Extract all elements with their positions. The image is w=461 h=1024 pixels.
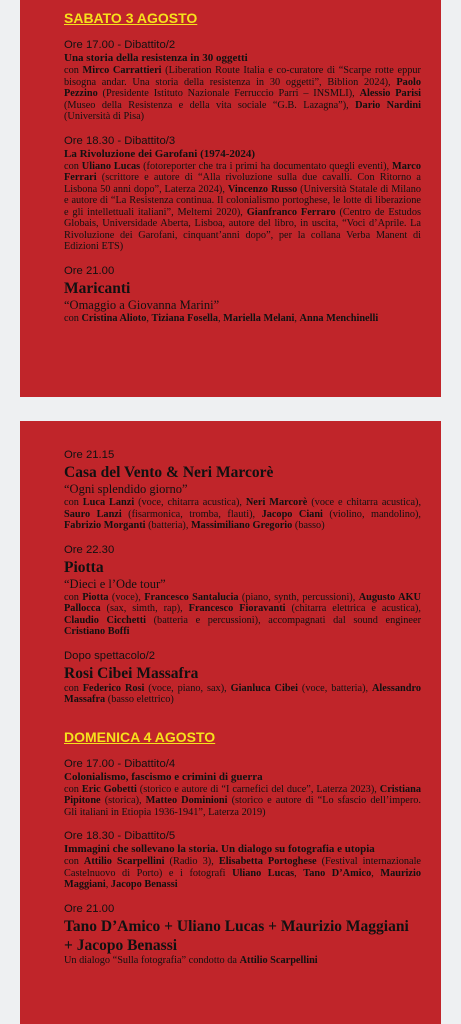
- event-description: [64, 592, 421, 638]
- participant-name: Elisabetta Portoghese: [218, 856, 317, 867]
- event-title: Casa del Vento & Neri Marcorè: [64, 464, 274, 481]
- event-item: [64, 264, 421, 325]
- participant-name: Neri Marcorè: [245, 497, 308, 508]
- event-description: [64, 497, 421, 532]
- day-heading: SABATO 3 AGOSTO: [64, 10, 198, 26]
- participant-name: Francesco Santalucia: [144, 591, 239, 603]
- participant-name: Marco Ferrari: [64, 160, 421, 183]
- participant-name: Augusto AKU Pallocca: [64, 591, 421, 614]
- description-text: con: [64, 160, 82, 172]
- description-text: (storica),: [100, 795, 146, 806]
- event-time: Ore 17.00 - Dibattito/2: [64, 39, 176, 51]
- participant-name: Cristiana Pipitone: [64, 783, 421, 806]
- description-text: (Museo della Resistenza e della vita sociale “G.B. Lazagna”),: [64, 99, 356, 111]
- event-item: [64, 757, 421, 819]
- participant-name: Paolo Pezzino: [64, 76, 421, 99]
- event-subtitle: “Ogni splendido giorno”: [64, 482, 188, 496]
- participant-name: Mariella Melani: [223, 312, 295, 324]
- participant-name: Luca Lanzi: [82, 497, 135, 508]
- event-description: [64, 161, 421, 253]
- description-text: ,: [294, 867, 304, 879]
- event-time: Ore 18.30 - Dibattito/3: [64, 134, 176, 147]
- event-item: [64, 902, 421, 967]
- event-title: Piotta: [64, 558, 104, 576]
- event-time: Ore 17.00 - Dibattito/4: [64, 757, 176, 770]
- event-subtitle: “Dieci e l’Ode tour”: [64, 576, 166, 591]
- description-text: ,: [371, 867, 381, 879]
- description-text: con: [64, 856, 84, 867]
- description-text: (fotoreporter che tra i primi ha documentato quegli eventi),: [140, 160, 393, 172]
- participant-name: Piotta: [82, 591, 109, 603]
- event-subtitle: “Omaggio a Giovanna Marini”: [64, 297, 220, 312]
- description-text: con: [64, 783, 82, 795]
- participant-name: Sauro Lanzi: [64, 508, 122, 520]
- description-text: (fisarmonica, tromba, flauti),: [121, 508, 262, 520]
- program-card-saturday: [20, 0, 441, 397]
- event-time: Ore 22.30: [64, 543, 115, 556]
- participant-name: Vincenzo Russo: [227, 183, 298, 195]
- participant-name: Fabrizio Morganti: [64, 520, 146, 531]
- description-text: ,: [105, 879, 111, 890]
- event-time: Dopo spettacolo/2: [64, 649, 156, 662]
- event-description: [64, 784, 421, 819]
- description-text: (voce),: [108, 591, 145, 603]
- description-text: (voce, piano, sax),: [144, 682, 231, 694]
- participant-name: Jacopo Benassi: [110, 879, 178, 890]
- description-text: (Presidente Istituto Nazionale Ferruccio Parri – INSMLI),: [97, 88, 360, 99]
- event-item: [64, 649, 421, 706]
- description-text: con: [64, 497, 83, 508]
- participant-name: Matteo Dominioni: [145, 795, 228, 806]
- participant-name: Cristina Alioto: [81, 312, 147, 324]
- event-item: [64, 134, 421, 253]
- participant-name: Mirco Carrattieri: [82, 65, 162, 76]
- description-text: ,: [218, 312, 224, 324]
- description-text: Un dialogo “Sulla fotografia” condotto da: [64, 954, 240, 966]
- event-description: [64, 65, 421, 123]
- event-title: Colonialismo, fascismo e crimini di guerra: [64, 770, 263, 783]
- event-title: Una storia della resistenza in 30 oggetti: [64, 52, 248, 64]
- participant-name: Eric Gobetti: [81, 783, 137, 795]
- participant-name: Tiziana Fosella: [151, 312, 219, 324]
- participant-name: Claudio Cicchetti: [64, 614, 146, 626]
- participant-name: Tano D’Amico: [303, 867, 372, 879]
- description-text: (piano, synth, percussioni),: [238, 591, 359, 603]
- event-description: [64, 683, 421, 706]
- description-text: (voce e chitarra acustica),: [307, 497, 422, 508]
- description-text: con: [64, 682, 83, 694]
- participant-name: Francesco Fioravanti: [188, 603, 286, 614]
- participant-name: Alessandro Massafra: [64, 682, 422, 705]
- description-text: (storico e autore di “Lo sfascio dell’impero. Gli italiani in Etiopia 1936-1941”, Laterza 2019): [64, 795, 422, 818]
- event-description: [64, 856, 421, 891]
- event-item: [64, 829, 421, 891]
- description-text: ,: [294, 312, 300, 324]
- description-text: (scrittore e autore di “Alla rivoluzione sulla due cavalli. Con Ritorno a Lisbona 50 anni dopo”, Laterza 2024),: [64, 172, 421, 195]
- description-text: (Radio 3),: [164, 856, 219, 867]
- event-item: [64, 448, 421, 532]
- description-text: (batteria e percussioni), accompagnati dal sound engineer: [146, 614, 422, 626]
- event-time: Ore 21.15: [64, 449, 115, 461]
- description-text: con: [64, 591, 83, 603]
- description-text: (Festival internazionale Castelnuovo di Porto) e i fotografi: [64, 856, 421, 879]
- event-description: [64, 955, 421, 967]
- participant-name: Cristiano Boffi: [64, 626, 130, 637]
- participant-name: Gianfranco Ferraro: [246, 206, 336, 218]
- description-text: (Università Statale di Milano e autore di “La Resistenza continua. Il colonialismo portoghese, le lotte di liberazione e gli intellettuali italiani”, Meltemi 2020),: [64, 183, 421, 218]
- participant-name: Massimiliano Gregorio: [190, 520, 293, 531]
- participant-name: Dario Nardini: [355, 99, 421, 111]
- participant-name: Federico Rosi: [82, 682, 145, 694]
- event-list: [64, 38, 421, 324]
- participant-name: Maurizio Maggiani: [64, 867, 421, 890]
- description-text: (batteria),: [145, 520, 191, 531]
- event-time: Ore 21.00: [64, 902, 115, 915]
- description-text: (violino, mandolino),: [322, 508, 422, 520]
- event-list: [64, 757, 421, 967]
- event-time: Ore 18.30 - Dibattito/5: [64, 830, 176, 842]
- participant-name: Gianluca Cibei: [230, 682, 298, 694]
- description-text: (storico e autore di “I carnefici del duce”, Laterza 2023),: [136, 783, 380, 795]
- event-title: Maricanti: [64, 279, 131, 297]
- event-time: Ore 21.00: [64, 264, 115, 277]
- description-text: con: [64, 312, 82, 324]
- description-text: ,: [146, 312, 152, 324]
- participant-name: Uliano Lucas: [232, 867, 295, 879]
- description-text: (basso elettrico): [105, 694, 174, 705]
- participant-name: Attilio Scarpellini: [239, 954, 318, 966]
- event-item: [64, 38, 421, 123]
- program-card-sunday: [20, 421, 441, 1024]
- event-title: Tano D’Amico + Uliano Lucas + Maurizio Maggiani + Jacopo Benassi: [64, 917, 409, 954]
- participant-name: Attilio Scarpellini: [83, 856, 165, 867]
- participant-name: Anna Menchinelli: [299, 312, 379, 324]
- description-text: (Liberation Route Italia e co-curatore di “Scarpe rotte eppur bisogna andar. Una storia della resistenza in 30 oggetti”, Biblion 2024),: [64, 65, 421, 88]
- description-text: (basso): [292, 520, 325, 531]
- event-item: [64, 543, 421, 638]
- description-text: (voce, batteria),: [298, 682, 372, 694]
- day-heading: DOMENICA 4 AGOSTO: [64, 728, 216, 745]
- description-text: (Università di Pisa): [64, 111, 145, 122]
- description-text: (sax, simth, rap),: [100, 603, 189, 614]
- event-description: [64, 313, 421, 325]
- description-text: (voce, chitarra acustica),: [134, 497, 246, 508]
- description-text: (chitarra elettrica e acustica),: [285, 603, 421, 614]
- participant-name: Jacopo Ciani: [261, 508, 323, 520]
- event-title: Immagini che sollevano la storia. Un dialogo su fotografia e utopia: [64, 843, 375, 855]
- event-title: La Rivoluzione dei Garofani (1974-2024): [64, 147, 256, 160]
- description-text: (Centro de Estudos Globais, Universidade Aberta, Lisboa, autore del libro, in uscita, “Voci d’Aprile. La Rivoluzione dei Garofani, cinquant’anni dopo”, per la collana Verba Manent di Edizioni ETS): [64, 206, 421, 252]
- event-title: Rosi Cibei Massafra: [64, 664, 199, 682]
- participant-name: Alessio Parisi: [359, 88, 422, 99]
- event-list: [64, 448, 421, 706]
- description-text: con: [64, 65, 83, 76]
- participant-name: Uliano Lucas: [81, 160, 141, 172]
